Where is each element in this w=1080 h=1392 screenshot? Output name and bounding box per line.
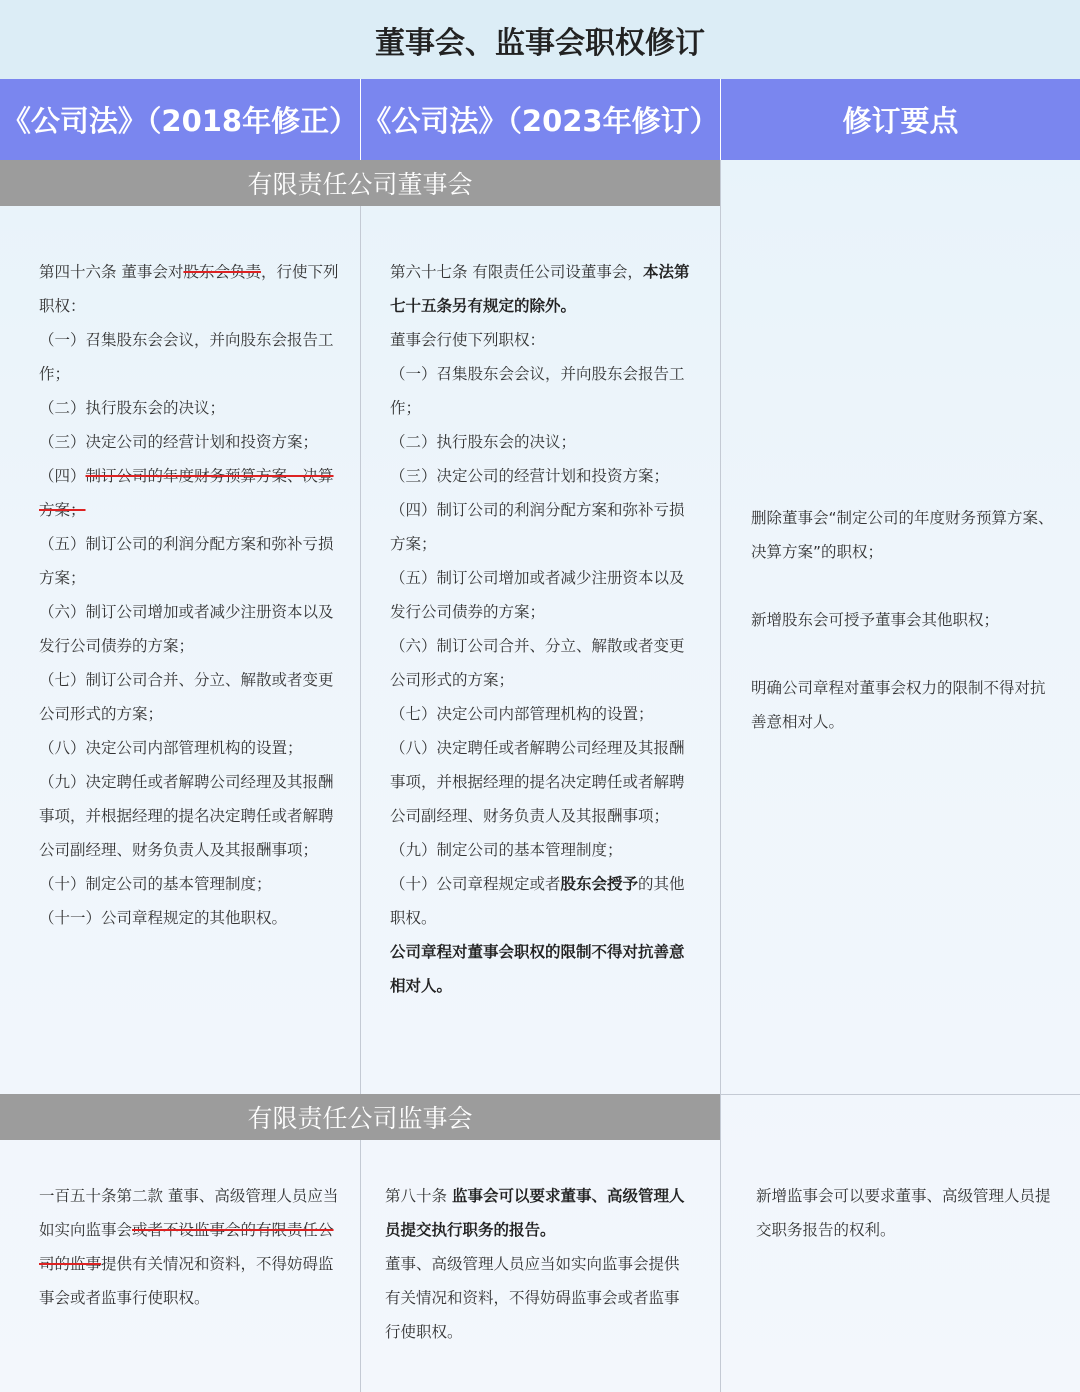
- list-item: （八）决定聘任或者解聘公司经理及其报酬事项，并根据经理的提名决定聘任或者解聘公司副经理、财务负责人及其报酬事项；: [390, 739, 685, 825]
- supervisory-2023-text: [385, 1179, 690, 1349]
- article-150-para2: 一百五十条第二款 董事、高级管理人员应当如实向监事会或者不设监事会的有限责任公司的监事提供有关情况和资料，不得妨碍监事会或者监事行使职权。: [39, 1187, 339, 1307]
- page-title: 董事会、监事会职权修订: [0, 0, 1080, 79]
- section-supervisory: 有限责任公司监事会: [0, 1094, 720, 1140]
- column-divider-1: [360, 205, 361, 1094]
- article-80-para2: 董事、高级管理人员应当如实向监事会提供有关情况和资料，不得妨碍监事会或者监事行使职权。: [385, 1255, 680, 1341]
- added-text: 本法第七十五条另有规定的除外。: [390, 263, 690, 315]
- header-2018: 《公司法》（2018年修正）: [0, 79, 360, 160]
- list-item: （四）制订公司的年度财务预算方案、决算方案；: [39, 467, 334, 519]
- header-divider-2: [720, 79, 721, 160]
- revision-note: 删除董事会“制定公司的年度财务预算方案、决算方案”的职权；: [751, 509, 1054, 561]
- column-divider-2: [720, 160, 721, 1094]
- board-2018-text: [39, 255, 341, 935]
- list-item: （七）制订公司合并、分立、解散或者变更公司形式的方案；: [39, 671, 334, 723]
- list-item: （六）制订公司增加或者减少注册资本以及发行公司债券的方案；: [39, 603, 334, 655]
- column-divider-4: [720, 1094, 721, 1392]
- list-item: （二）执行股东会的决议；: [39, 399, 226, 417]
- revision-note: 明确公司章程对董事会权力的限制不得对抗善意相对人。: [751, 679, 1046, 731]
- list-item: （七）决定公司内部管理机构的设置；: [390, 705, 654, 723]
- article-67-powers-lead: 董事会行使下列职权：: [390, 331, 546, 349]
- list-item: （十）制定公司的基本管理制度；: [39, 875, 272, 893]
- list-item: （三）决定公司的经营计划和投资方案；: [390, 467, 670, 485]
- list-item: （八）决定公司内部管理机构的设置；: [39, 739, 303, 757]
- list-item: （九）决定聘任或者解聘公司经理及其报酬事项，并根据经理的提名决定聘任或者解聘公司副经理、财务负责人及其报酬事项；: [39, 773, 334, 859]
- list-item: （二）执行股东会的决议；: [390, 433, 577, 451]
- board-revision-notes: [751, 501, 1056, 739]
- added-clause: 公司章程对董事会职权的限制不得对抗善意相对人。: [390, 943, 685, 995]
- header-divider-1: [360, 79, 361, 160]
- list-item: （五）制订公司增加或者减少注册资本以及发行公司债券的方案；: [390, 569, 685, 621]
- header-2023: 《公司法》（2023年修订）: [361, 79, 720, 160]
- board-2023-text: [390, 255, 694, 1003]
- deleted-text: 或者不设监事会的有限责任公司的监事: [39, 1221, 334, 1273]
- supervisory-2018-text: [39, 1179, 341, 1315]
- list-item: （五）制订公司的利润分配方案和弥补亏损方案；: [39, 535, 334, 587]
- supervisory-revision-notes: [756, 1179, 1056, 1247]
- deleted-text: 制订公司的年度财务预算方案、决算方案；: [39, 467, 334, 519]
- deleted-text: 股东会负责: [183, 263, 261, 281]
- added-text: 股东会授予: [560, 875, 639, 893]
- list-item: （四）制订公司的利润分配方案和弥补亏损方案；: [390, 501, 685, 553]
- row-divider: [720, 1094, 1080, 1095]
- list-item: （十）公司章程规定或者股东会授予的其他职权。: [390, 875, 685, 927]
- list-item: （九）制定公司的基本管理制度；: [390, 841, 623, 859]
- list-item: （一）召集股东会会议，并向股东会报告工作；: [39, 331, 334, 383]
- list-item: （三）决定公司的经营计划和投资方案；: [39, 433, 319, 451]
- article-80-para1: 第八十条 监事会可以要求董事、高级管理人员提交执行职务的报告。: [385, 1187, 685, 1239]
- article-67-intro: 第六十七条 有限责任公司设董事会，本法第七十五条另有规定的除外。: [390, 263, 690, 315]
- list-item: （十一）公司章程规定的其他职权。: [39, 909, 288, 927]
- revision-note: 新增股东会可授予董事会其他职权；: [751, 611, 1000, 629]
- header-revision-points: 修订要点: [721, 79, 1080, 160]
- list-item: （一）召集股东会会议，并向股东会报告工作；: [390, 365, 685, 417]
- revision-note: 新增监事会可以要求董事、高级管理人员提交职务报告的权利。: [756, 1187, 1051, 1239]
- section-board: 有限责任公司董事会: [0, 160, 720, 206]
- added-text: 监事会可以要求董事、高级管理人员提交执行职务的报告。: [385, 1187, 685, 1239]
- column-divider-3: [360, 1140, 361, 1392]
- article-46-intro: 第四十六条 董事会对股东会负责，行使下列职权：: [39, 263, 339, 315]
- list-item: （六）制订公司合并、分立、解散或者变更公司形式的方案；: [390, 637, 685, 689]
